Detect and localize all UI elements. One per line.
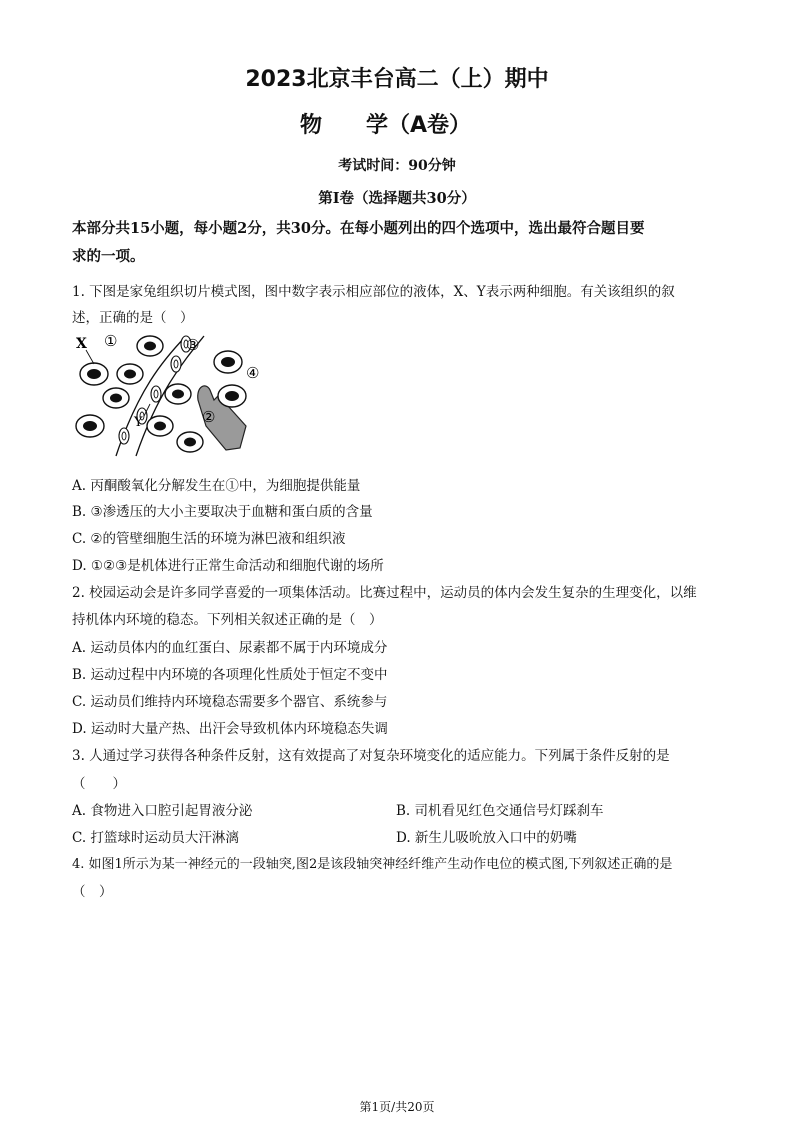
q2-option-b: B. 运动过程中内环境的各项理化性质处于恒定不变中 <box>72 667 388 683</box>
label-3: ③ <box>186 336 200 354</box>
q3-stem-line-1: 3. 人通过学习获得各种条件反射，这有效提高了对复杂环境变化的适应能力。下列属于条件反射的是 <box>72 748 670 764</box>
q1-stem-line-1: 1. 下图是家兔组织切片模式图，图中数字表示相应部位的液体，X、Y表示两种细胞。有关该组织的叙 <box>72 284 675 300</box>
q2-option-c: C. 运动员们维持内环境稳态需要多个器官、系统参与 <box>72 694 388 710</box>
instruction-line-2: 求的一项。 <box>72 248 145 265</box>
subject-title: 物 学（A卷） <box>300 113 472 138</box>
red-blood-cell <box>119 428 129 444</box>
q3-option-b: B. 司机看见红色交通信号灯踩刹车 <box>396 803 604 819</box>
label-x: X <box>76 336 87 352</box>
q1-option-d: D. ①②③是机体进行正常生命活动和细胞代谢的场所 <box>72 558 384 574</box>
page-title: 2023北京丰台高二（上）期中 <box>245 67 549 92</box>
q3-option-d: D. 新生儿吸吮放入口中的奶嘴 <box>396 830 577 846</box>
red-blood-cell <box>151 386 161 402</box>
q4-stem-line-1: 4. 如图1所示为某一神经元的一段轴突,图2是该段轴突神经纤维产生动作电位的模式图,下列叙述正确的是 <box>72 857 673 872</box>
label-2: ② <box>202 408 216 426</box>
q2-stem-line-1: 2. 校园运动会是许多同学喜爱的一项集体活动。比赛过程中，运动员的体内会发生复杂的生理变化，以维 <box>72 585 697 601</box>
q1-option-c: C. ②的管壁细胞生活的环境为淋巴液和组织液 <box>72 531 346 547</box>
q1-option-a: A. 丙酮酸氧化分解发生在①中，为细胞提供能量 <box>72 478 361 494</box>
q2-option-a: A. 运动员体内的血红蛋白、尿素都不属于内环境成分 <box>72 640 388 656</box>
q4-stem-line-2: （ ） <box>72 884 113 900</box>
part-heading: 第Ⅰ卷（选择题共30分） <box>318 190 476 207</box>
tissue-diagram <box>68 330 268 458</box>
exam-time: 考试时间：90分钟 <box>338 158 456 174</box>
q2-option-d: D. 运动时大量产热、出汗会导致机体内环境稳态失调 <box>72 721 388 737</box>
q1-option-b: B. ③渗透压的大小主要取决于血糖和蛋白质的含量 <box>72 504 373 520</box>
label-4: ④ <box>246 364 260 382</box>
q3-option-c: C. 打篮球时运动员大汗淋漓 <box>72 830 239 846</box>
label-y: Y <box>134 415 143 430</box>
page-number: 第1页/共20页 <box>359 1100 435 1114</box>
q2-stem-line-2: 持机体内环境的稳态。下列相关叙述正确的是（ ） <box>72 612 383 628</box>
q1-stem-line-2: 述，正确的是（ ） <box>72 310 194 326</box>
q3-option-a: A. 食物进入口腔引起胃液分泌 <box>72 803 253 819</box>
red-blood-cell <box>171 356 181 372</box>
instruction-line-1: 本部分共15小题，每小题2分，共30分。在每小题列出的四个选项中，选出最符合题目要 <box>72 220 645 237</box>
label-1: ① <box>104 332 118 350</box>
q3-stem-line-2: （ ） <box>72 776 126 792</box>
